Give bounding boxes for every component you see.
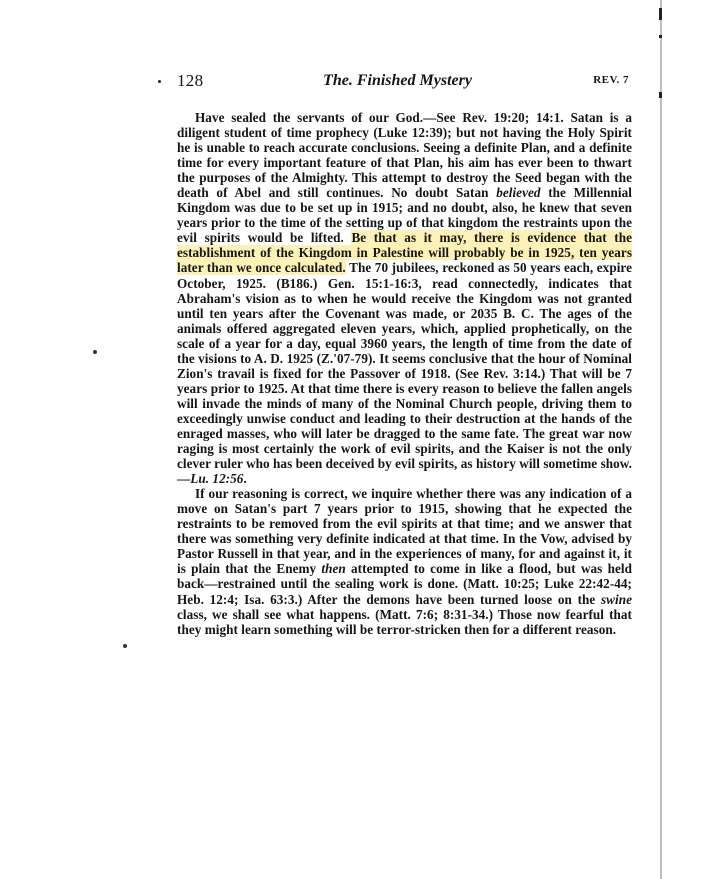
text-run: Have sealed the servants of our God.—See Rev. 19:20; 14:1. Satan is a diligent student of time prophecy (Luke 12:39); but not having the Holy Spirit he is unable to reach accurate conclusions. Seeing a definite Plan, and a definite time for every important feature of that Plan, his aim has ever been to thwart the purposes of the Almighty. This attempt to destroy the Seed began with the death of Abel and still continues. No doubt Satan bbox=[177, 110, 632, 201]
margin-dot bbox=[93, 350, 97, 354]
italic-text: then bbox=[321, 561, 346, 577]
scan-mark bbox=[659, 8, 662, 20]
page-number: 128 bbox=[177, 71, 204, 90]
paragraph-1 bbox=[177, 110, 632, 486]
page-header bbox=[155, 71, 640, 95]
text-run: . bbox=[243, 471, 247, 487]
margin-dot bbox=[123, 644, 127, 648]
text-run: If our reasoning is correct, we inquire whether there was any indication of a move on Satan's part 7 years prior to 1915, showing that he expected the restraints to be removed from the evil spirits at that time; and we answer that there was something very definite indicated at that time. In the Vow, advised by Pastor Russell in that year, and in the experiences of many, for and against it, it is plain that the Enemy bbox=[177, 486, 632, 577]
chapter-reference: REV. 7 bbox=[593, 74, 629, 86]
scan-edge bbox=[660, 0, 662, 879]
highlighted-text[interactable]: Be that as it may, there is evidence that the establishment of the Kingdom in Palestine will probably be in 1925, ten years later than we once calculated. bbox=[177, 230, 632, 276]
italic-text: swine bbox=[600, 591, 632, 607]
text-run: The 70 jubilees, reckoned as 50 years each, expire October, 1925. (B186.) Gen. 15:1-16:3, read connectedly, indicates that Abraham's vision as to when he would receive the Kingdom was not granted until ten years after the Covenant was made, or 2035 B. C. The ages of the animals offered aggregated eleven years, which, applied prophetically, on the scale of a year for a day, equal 3960 years, the length of time from the date of the visions to A. D. 1925 (Z.'07-79). It seems conclusive that the hour of Nominal Zion's travail is fixed for the Passover of 1918. (See Rev. 3:14.) That will be 7 years prior to 1925. At that time there is every reason to believe the fallen angels will invade the minds of many of the Nominal Church people, driving them to exceedingly unwise conduct and leading to their destruction at the hands of the enraged masses, who will later be dragged to the same fate. The great war now raging is most certainly the work of evil spirits, and the Kaiser is not the only clever ruler who has been deceived by evil spirits, as history will sometime show.— bbox=[177, 260, 632, 487]
italic-text: Lu. 12:56 bbox=[190, 471, 244, 487]
text-run: the Millennial Kingdom was due to be set up in 1915; and no doubt, also, he knew that seven years prior to the time of the setting up of that kingdom the restraints upon the evil spirits would be lifted. bbox=[177, 185, 632, 246]
running-title: The. Finished Mystery bbox=[323, 72, 472, 89]
scan-mark bbox=[659, 35, 662, 38]
italic-text: believed bbox=[496, 185, 541, 201]
body-text bbox=[177, 110, 632, 637]
text-run: class, we shall see what happens. (Matt. 7:6; 8:31-34.) Those now fearful that they might learn something will be terror-stricken then for a different reason. bbox=[177, 606, 632, 637]
text-run: attempted to come in like a flood, but was held back—restrained until the sealing work is done. (Matt. 10:25; Luke 22:42-44; Heb. 12:4; Isa. 63:3.) After the demons have been turned loose on the bbox=[177, 561, 632, 607]
scan-mark bbox=[659, 92, 662, 98]
paragraph-2 bbox=[177, 486, 632, 636]
